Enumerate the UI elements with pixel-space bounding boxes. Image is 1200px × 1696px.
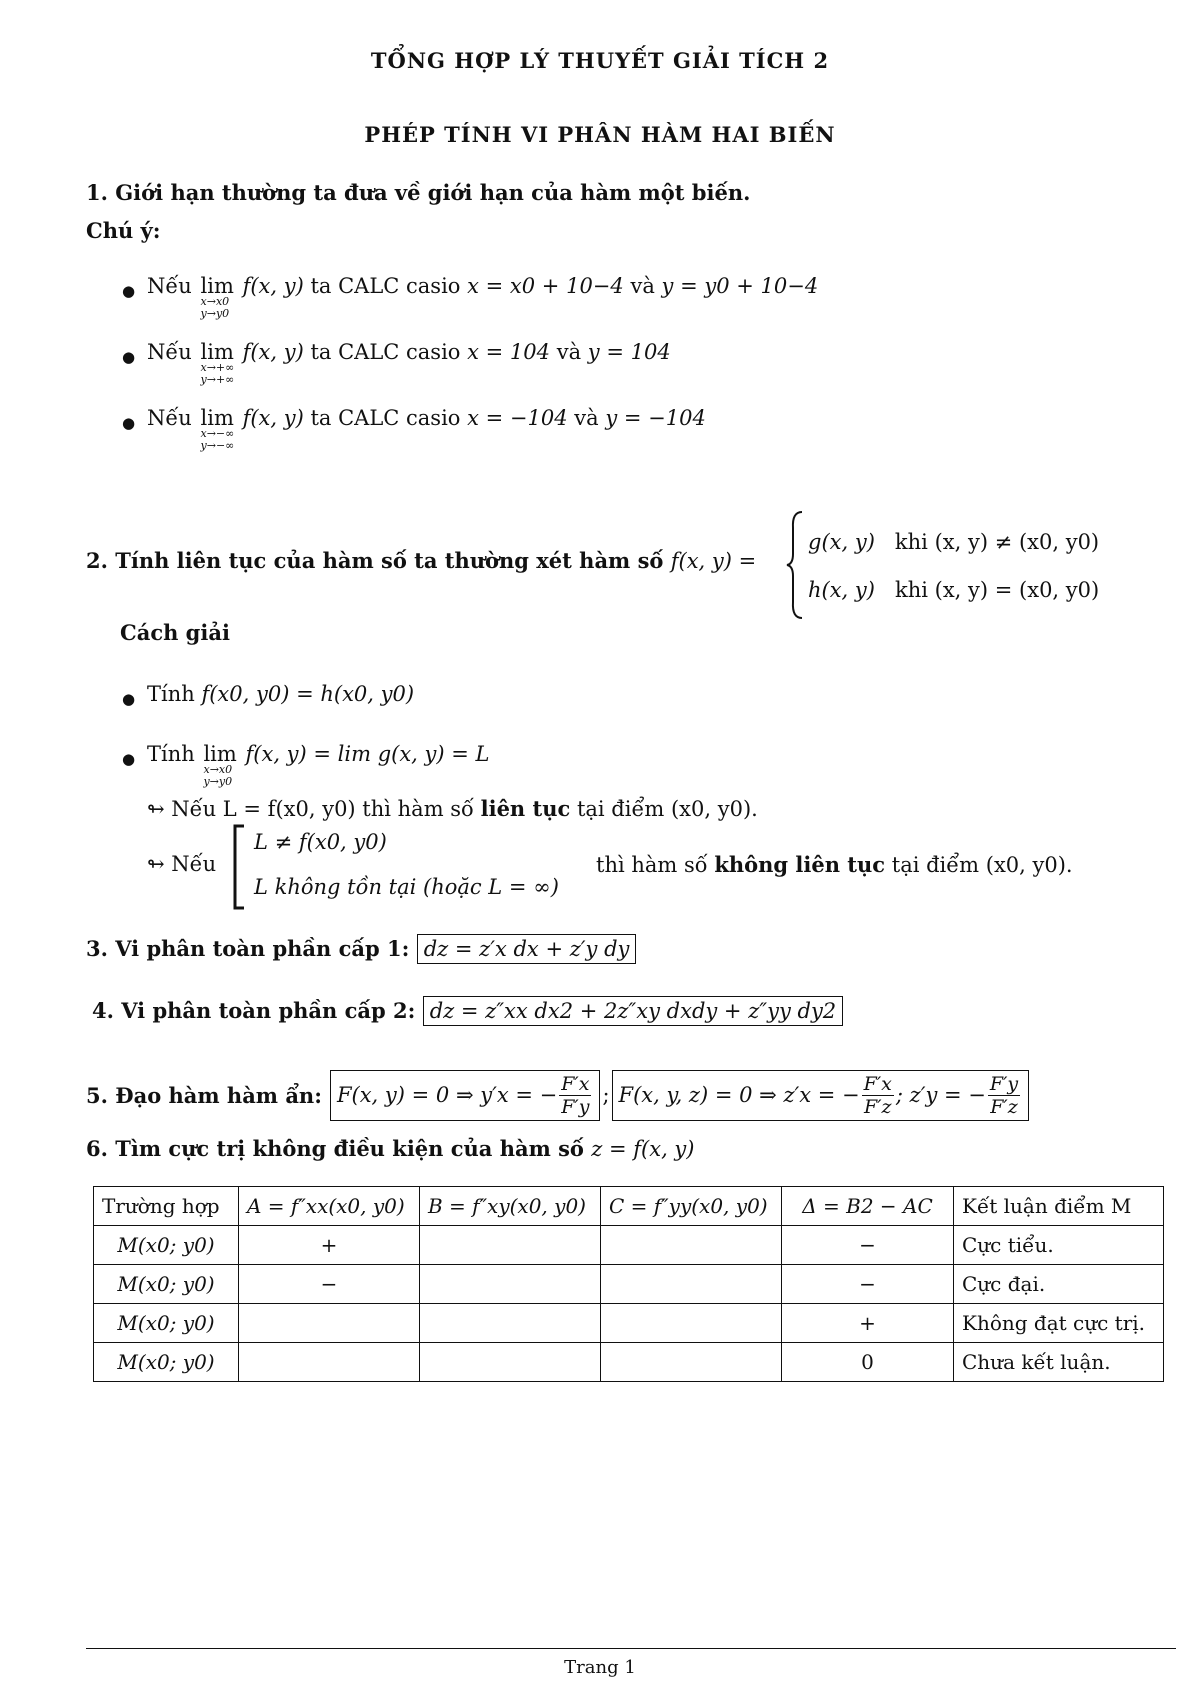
table-header-cell: Kết luận điểm M bbox=[954, 1187, 1164, 1226]
method-substep-2-label: ↬ Nếu bbox=[147, 852, 217, 876]
bracket-case-1: L ≠ f(x0, y0) bbox=[254, 830, 387, 854]
section-1-heading: 1. Giới hạn thường ta đưa về giới hạn của hàm một biến. bbox=[86, 180, 751, 205]
extrema-table bbox=[93, 1186, 1164, 1382]
piecewise-case-2: h(x, y) khi (x, y) = (x0, y0) bbox=[808, 578, 1100, 602]
bullet-icon: ● bbox=[122, 690, 136, 708]
table-row: M(x0; y0) + − Cực tiểu. bbox=[94, 1226, 1164, 1265]
page-number: Trang 1 bbox=[564, 1657, 636, 1678]
method-step-2: Tính lim x→x0 y→y0 f(x, y) = lim g(x, y) = L bbox=[147, 742, 490, 788]
limit-item-3: Nếu lim x→−∞ y→−∞ f(x, y) ta CALC casio x = −104 và y = −104 bbox=[147, 406, 706, 452]
table-header-cell: Trường hợp bbox=[94, 1187, 239, 1226]
section-5-heading: 5. Đạo hàm hàm ẩn: F(x, y) = 0 ⇒ y′x = − $\frac{F'x}{F'y}$ ; F(x, y, z) = 0 ⇒ z′x = − $\frac{F'x}{F'z}$ ; z′y = − $\frac{F'y}{F'z}$ bbox=[86, 1060, 1029, 1130]
main-title: TỔNG HỢP LÝ THUYẾT GIẢI TÍCH 2 bbox=[370, 48, 830, 73]
piecewise-lhs: f(x, y) = bbox=[670, 549, 757, 573]
table-header-cell: Δ = B2 − AC bbox=[782, 1187, 954, 1226]
section-3-heading: 3. Vi phân toàn phần cấp 1: dz = z′x dx + z′y dy bbox=[86, 936, 636, 961]
arrow-icon: ↬ bbox=[147, 797, 165, 821]
method-step-1: Tính f(x0, y0) = h(x0, y0) bbox=[147, 682, 415, 706]
fraction: $\frac{F'y}{F'z}$ bbox=[989, 1072, 1019, 1118]
limit-item-1: Nếu lim x→x0 y→y0 f(x, y) ta CALC casio x = x0 + 10−4 và y = y0 + 10−4 bbox=[147, 274, 819, 320]
table-header-cell: C = f″yy(x0, y0) bbox=[601, 1187, 782, 1226]
limit-operator: lim x→x0 y→y0 bbox=[200, 274, 234, 320]
bullet-icon: ● bbox=[122, 348, 136, 366]
piecewise-case-1: g(x, y) khi (x, y) ≠ (x0, y0) bbox=[808, 530, 1100, 554]
implicit-formula-box-2: F(x, y, z) = 0 ⇒ z′x = − $\frac{F'x}{F'z}$ ; z′y = − $\frac{F'y}{F'z}$ bbox=[612, 1070, 1030, 1121]
table-header-row bbox=[94, 1187, 1164, 1226]
fraction: $\frac{F'x}{F'z}$ bbox=[863, 1072, 892, 1118]
table-header-cell: A = f″xx(x0, y0) bbox=[239, 1187, 420, 1226]
calc-text: ta CALC casio bbox=[310, 274, 461, 298]
bullet-icon: ● bbox=[122, 282, 136, 300]
bullet-icon: ● bbox=[122, 414, 136, 432]
table-header-cell: B = f″xy(x0, y0) bbox=[420, 1187, 601, 1226]
formula-box-1: dz = z′x dx + z′y dy bbox=[417, 934, 637, 964]
text-neu: Nếu bbox=[147, 274, 192, 298]
table-row: M(x0; y0) 0 Chưa kết luận. bbox=[94, 1343, 1164, 1382]
bullet-icon: ● bbox=[122, 750, 136, 768]
calc-x-value: x = x0 + 10−4 bbox=[467, 274, 624, 298]
calc-y-value: y = 104 bbox=[587, 340, 671, 364]
limit-item-2: Nếu lim x→+∞ y→+∞ f(x, y) ta CALC casio x = 104 và y = 104 bbox=[147, 340, 671, 386]
calc-y-value: y = −104 bbox=[605, 406, 706, 430]
section-title: PHÉP TÍNH VI PHÂN HÀM HAI BIẾN bbox=[364, 122, 836, 147]
bracket-case-2: L không tồn tại (hoặc L = ∞) bbox=[254, 875, 559, 899]
table-row: M(x0; y0) + Không đạt cực trị. bbox=[94, 1304, 1164, 1343]
method-substep-2-conclusion: thì hàm số không liên tục tại điểm (x0, y0). bbox=[596, 852, 1073, 877]
arrow-icon: ↬ bbox=[147, 852, 165, 876]
implicit-formula-box-1: F(x, y) = 0 ⇒ y′x = − $\frac{F'x}{F'y}$ bbox=[330, 1070, 601, 1121]
left-brace-icon bbox=[786, 510, 806, 620]
limit-operator: lim x→−∞ y→−∞ bbox=[200, 406, 235, 452]
calc-y-value: y = y0 + 10−4 bbox=[661, 274, 819, 298]
footer-divider bbox=[86, 1648, 1176, 1649]
method-substep-1: ↬ Nếu L = f(x0, y0) thì hàm số liên tục tại điểm (x0, y0). bbox=[147, 796, 758, 821]
calc-x-value: x = 104 bbox=[467, 340, 551, 364]
limit-operator: lim x→+∞ y→+∞ bbox=[200, 340, 235, 386]
table-row: M(x0; y0) − − Cực đại. bbox=[94, 1265, 1164, 1304]
limit-operator: lim x→x0 y→y0 bbox=[203, 742, 237, 788]
formula-box-2: dz = z″xx dx2 + 2z″xy dxdy + z″yy dy2 bbox=[423, 996, 844, 1026]
fraction: $\frac{F'x}{F'y}$ bbox=[561, 1072, 590, 1118]
left-bracket-icon bbox=[232, 824, 246, 910]
section-2-heading: 2. Tính liên tục của hàm số ta thường xét hàm số f(x, y) = bbox=[86, 548, 757, 573]
calc-x-value: x = −104 bbox=[467, 406, 568, 430]
method-label: Cách giải bbox=[120, 620, 230, 645]
note-label: Chú ý: bbox=[86, 218, 161, 243]
section-4-heading: 4. Vi phân toàn phần cấp 2: dz = z″xx dx2 + 2z″xy dxdy + z″yy dy2 bbox=[92, 998, 843, 1023]
section-6-heading: 6. Tìm cực trị không điều kiện của hàm số z = f(x, y) bbox=[86, 1136, 695, 1161]
function-fxy: f(x, y) bbox=[242, 274, 304, 298]
